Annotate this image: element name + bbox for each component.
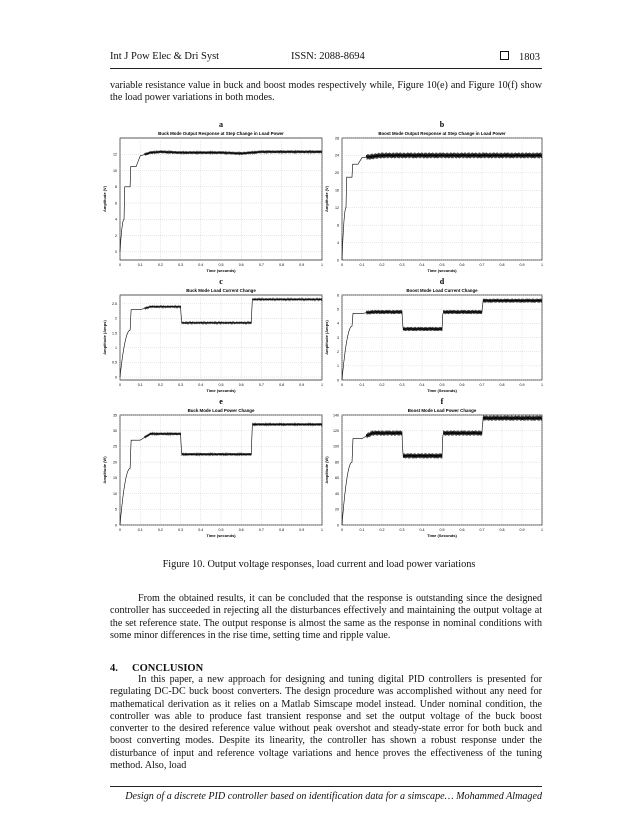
x-tick-label: 0.4 — [419, 528, 425, 532]
box-icon — [500, 51, 509, 60]
x-tick-label: 1 — [321, 383, 323, 387]
chart-title: Buck Mode Load Current Change — [186, 288, 256, 293]
y-tick-label: 20 — [335, 171, 339, 176]
x-tick-label: 0.5 — [439, 263, 445, 267]
y-tick-label: 12 — [335, 206, 339, 211]
y-tick-label: 24 — [335, 153, 339, 158]
x-tick-label: 0.8 — [279, 383, 285, 387]
y-tick-label: 4 — [115, 217, 117, 222]
x-tick-label: 0.5 — [218, 528, 224, 532]
x-tick-label: 0.4 — [419, 383, 425, 387]
x-tick-label: 0.9 — [299, 528, 305, 532]
x-tick-label: 0.1 — [137, 528, 143, 532]
issn: ISSN: 2088-8694 — [291, 51, 365, 62]
panel-label: d — [439, 277, 445, 286]
x-tick-label: 0.5 — [439, 383, 445, 387]
x-tick-label: 0.4 — [419, 263, 425, 267]
y-tick-label: 4 — [337, 240, 339, 245]
panel-label: c — [219, 277, 223, 286]
x-tick-label: 0 — [119, 383, 121, 387]
y-tick-label: 2 — [115, 316, 117, 321]
figure-10-plots — [88, 112, 554, 552]
y-tick-label: 2.5 — [112, 302, 117, 307]
y-tick-label: 0 — [115, 250, 117, 255]
x-tick-label: 0.3 — [178, 263, 184, 267]
figure-caption: Figure 10. Output voltage responses, load current and load power variations — [162, 559, 476, 570]
x-tick-label: 0.1 — [359, 263, 365, 267]
x-axis-label: Time (seconds) — [206, 533, 236, 538]
x-tick-label: 0.2 — [157, 383, 163, 387]
x-tick-label: 0.7 — [258, 528, 264, 532]
x-axis-label: Time (seconds) — [206, 268, 236, 273]
panel-c — [102, 277, 323, 393]
x-tick-label: 0.8 — [279, 263, 285, 267]
x-tick-label: 1 — [321, 528, 323, 532]
panel-label: e — [219, 397, 223, 406]
x-axis-label: Time (Seconds) — [427, 533, 457, 538]
x-tick-label: 0.6 — [459, 383, 465, 387]
x-axis-label: Time (seconds) — [206, 388, 236, 393]
x-tick-label: 0.6 — [238, 528, 244, 532]
x-tick-label: 0.6 — [238, 383, 244, 387]
panel-f — [324, 397, 543, 538]
results-paragraph: From the obtained results, it can be concluded that the response is outstanding since the designed controller has succeeded in rejecting all the disturbances effectively and maintaining the output voltage at the set reference state. The output response is almost the same as the response in nominal conditions with some minor differences in the rise time, setting time and ripple value. — [110, 593, 542, 641]
x-tick-label: 0.5 — [218, 383, 224, 387]
y-tick-label: 0.5 — [112, 360, 117, 365]
x-tick-label: 0.8 — [499, 383, 505, 387]
y-tick-label: 80 — [335, 460, 339, 465]
x-tick-label: 0 — [119, 263, 121, 267]
x-tick-label: 1 — [321, 263, 323, 267]
y-tick-label: 0 — [115, 375, 117, 380]
y-axis-label: Amplitude (W) — [324, 456, 329, 484]
x-tick-label: 1 — [541, 528, 543, 532]
y-tick-label: 35 — [113, 413, 117, 418]
y-tick-label: 0 — [337, 523, 339, 528]
intro-paragraph: variable resistance value in buck and boost modes respectively while, Figure 10(e) and Figure 10(f) show the load power variations in both modes. — [110, 80, 542, 104]
y-tick-label: 4 — [337, 321, 339, 326]
x-tick-label: 1 — [541, 383, 543, 387]
y-tick-label: 6 — [337, 293, 339, 298]
x-tick-label: 0.6 — [238, 263, 244, 267]
x-tick-label: 0.2 — [157, 263, 163, 267]
x-tick-label: 0 — [341, 383, 343, 387]
x-tick-label: 0.2 — [379, 263, 385, 267]
x-tick-label: 0.4 — [198, 263, 204, 267]
y-tick-label: 140 — [333, 413, 339, 418]
y-tick-label: 12 — [113, 152, 117, 157]
chart-title: Buck Mode Load Power Change — [187, 408, 255, 413]
panel-label: b — [439, 120, 445, 129]
x-tick-label: 0.9 — [299, 383, 305, 387]
x-tick-label: 0.3 — [178, 528, 184, 532]
chart-title: Boost Mode Load Power Change — [407, 408, 477, 413]
x-tick-label: 0.1 — [359, 528, 365, 532]
x-tick-label: 0.3 — [399, 263, 405, 267]
y-tick-label: 1 — [337, 364, 339, 369]
y-tick-label: 100 — [333, 444, 339, 449]
section-number: 4. — [110, 663, 118, 674]
y-tick-label: 120 — [333, 429, 339, 434]
x-tick-label: 0.2 — [157, 528, 163, 532]
x-tick-label: 0.2 — [379, 383, 385, 387]
y-axis-label: Amplitude (W) — [102, 456, 107, 484]
y-tick-label: 60 — [335, 476, 339, 481]
chart-title: Buck Mode Output Response at Step Change in Load Power — [158, 131, 284, 136]
x-tick-label: 0.7 — [479, 528, 485, 532]
x-tick-label: 0.7 — [258, 383, 264, 387]
y-tick-label: 28 — [335, 136, 339, 141]
x-tick-label: 1 — [541, 263, 543, 267]
y-axis-label: Amplitude (Amps) — [324, 320, 329, 355]
x-axis-label: Time (seconds) — [427, 268, 457, 273]
x-tick-label: 0 — [341, 263, 343, 267]
journal-name: Int J Pow Elec & Dri Syst — [110, 51, 220, 62]
y-tick-label: 30 — [113, 429, 117, 434]
section-heading — [110, 663, 203, 674]
x-tick-label: 0.5 — [218, 263, 224, 267]
section-title: CONCLUSION — [132, 663, 204, 674]
y-tick-label: 5 — [337, 307, 339, 312]
y-tick-label: 40 — [335, 491, 339, 496]
x-tick-label: 0.7 — [479, 383, 485, 387]
x-tick-label: 0.1 — [137, 263, 143, 267]
y-axis-label: Amplitude (Amps) — [102, 320, 107, 355]
x-tick-label: 0.1 — [359, 383, 365, 387]
panel-d — [324, 277, 543, 393]
y-tick-label: 0 — [115, 523, 117, 528]
y-axis-label: Amplitude (V) — [102, 186, 107, 212]
y-tick-label: 25 — [113, 444, 117, 449]
y-tick-label: 2 — [337, 349, 339, 354]
y-tick-label: 2 — [115, 233, 117, 238]
y-tick-label: 20 — [113, 460, 117, 465]
y-tick-label: 5 — [115, 507, 117, 512]
y-tick-label: 0 — [337, 378, 339, 383]
x-tick-label: 0 — [341, 528, 343, 532]
x-tick-label: 0.8 — [499, 528, 505, 532]
panel-a — [102, 120, 323, 273]
y-tick-label: 16 — [335, 188, 339, 193]
x-tick-label: 0.8 — [279, 528, 285, 532]
y-tick-label: 1.5 — [112, 331, 117, 336]
page-number-block — [500, 51, 540, 63]
footer-rule — [110, 786, 542, 787]
chart-title: Boost Mode Load Current Change — [406, 288, 478, 293]
x-tick-label: 0.8 — [499, 263, 505, 267]
x-tick-label: 0.9 — [519, 528, 525, 532]
x-tick-label: 0.4 — [198, 528, 204, 532]
header-rule — [110, 68, 542, 69]
y-tick-label: 20 — [335, 507, 339, 512]
y-tick-label: 8 — [115, 185, 117, 190]
running-footer: Design of a discrete PID controller based on identification data for a simscape… Mohammed Almaged — [125, 791, 542, 802]
y-tick-label: 15 — [113, 476, 117, 481]
page-number: 1803 — [519, 52, 540, 63]
panel-e — [102, 397, 323, 538]
x-tick-label: 0.1 — [137, 383, 143, 387]
y-axis-label: Amplitude (V) — [324, 186, 329, 212]
x-tick-label: 0 — [119, 528, 121, 532]
x-tick-label: 0.7 — [479, 263, 485, 267]
panel-label: f — [440, 397, 444, 406]
chart-title: Boost Mode Output Response at Step Change in Load Power — [378, 131, 506, 136]
x-tick-label: 0.6 — [459, 528, 465, 532]
panel-b — [324, 120, 543, 273]
x-tick-label: 0.9 — [519, 383, 525, 387]
panel-label: a — [219, 120, 223, 129]
y-tick-label: 0 — [337, 258, 339, 263]
x-tick-label: 0.5 — [439, 528, 445, 532]
y-tick-label: 8 — [337, 223, 339, 228]
y-tick-label: 3 — [337, 335, 339, 340]
y-tick-label: 6 — [115, 201, 117, 206]
x-tick-label: 0.4 — [198, 383, 204, 387]
x-tick-label: 0.2 — [379, 528, 385, 532]
x-axis-label: Time (Seconds) — [427, 388, 457, 393]
y-tick-label: 10 — [113, 491, 117, 496]
x-tick-label: 0.3 — [178, 383, 184, 387]
conclusion-paragraph: In this paper, a new approach for designing and tuning digital PID controllers is presented for regulating DC-DC buck boost converters. The design procedure was accomplished without any need for mathematical derivation as it relies on a Matlab Simscape model instead. Under nominal condition, the controller was able to produce fast transient response and set the output voltage of the buck boost converter to the desired reference value without peak overshot and steady-state error for both buck and boost converting modes. Despite its linearity, the controller has shown a robust response under the disturbance of input and reference voltage variations and hence proves the effectiveness of the tuning method. Also, load — [110, 674, 542, 772]
y-tick-label: 10 — [113, 168, 117, 173]
figure-10 — [88, 112, 554, 552]
x-tick-label: 0.9 — [519, 263, 525, 267]
x-tick-label: 0.3 — [399, 528, 405, 532]
x-tick-label: 0.3 — [399, 383, 405, 387]
x-tick-label: 0.7 — [258, 263, 264, 267]
y-tick-label: 1 — [115, 346, 117, 351]
x-tick-label: 0.6 — [459, 263, 465, 267]
x-tick-label: 0.9 — [299, 263, 305, 267]
